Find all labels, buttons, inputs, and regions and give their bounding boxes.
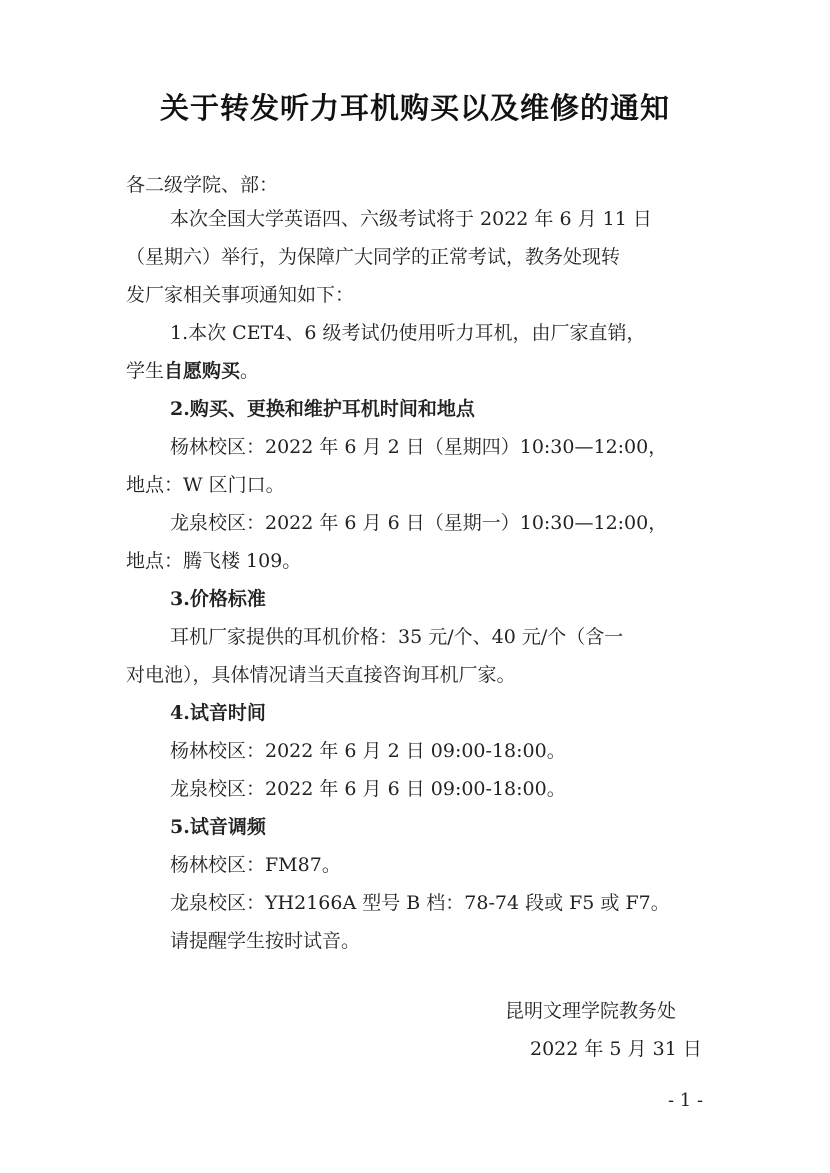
item2-yanglin-line-2: 地点：W 区门口。 <box>126 474 285 496</box>
intro-line-1: 本次全国大学英语四、六级考试将于 2022 年 6 月 11 日 <box>170 208 652 230</box>
document-title: 关于转发听力耳机购买以及维修的通知 <box>159 91 670 125</box>
item2-heading: 2.购买、更换和维护耳机时间和地点 <box>170 398 475 420</box>
item5-reminder: 请提醒学生按时试音。 <box>170 930 361 952</box>
item5-longquan: 龙泉校区：YH2166A 型号 B 档：78-74 段或 F5 或 F7。 <box>170 892 670 914</box>
item2-longquan-line-1: 龙泉校区：2022 年 6 月 6 日（星期一）10:30—12:00， <box>170 512 668 534</box>
item4-heading: 4.试音时间 <box>170 702 266 724</box>
intro-line-3: 发厂家相关事项通知如下： <box>126 284 355 306</box>
item5-yanglin: 杨林校区：FM87。 <box>170 854 341 876</box>
item1-bold: 自愿购买 <box>164 360 241 382</box>
signature-date: 2022 年 5 月 31 日 <box>530 1038 702 1060</box>
item4-yanglin: 杨林校区：2022 年 6 月 2 日 09:00-18:00。 <box>170 740 566 762</box>
item1-prefix: 学生 <box>126 360 165 382</box>
item1-line-2 <box>126 356 726 386</box>
greeting: 各二级学院、部： <box>126 174 279 196</box>
page-number: - 1 - <box>668 1090 704 1111</box>
item2-yanglin-line-1: 杨林校区：2022 年 6 月 2 日（星期四）10:30—12:00， <box>170 436 668 458</box>
item1-line-1: 1.本次 CET4、6 级考试仍使用听力耳机，由厂家直销， <box>170 322 646 344</box>
item5-heading: 5.试音调频 <box>170 816 266 838</box>
item3-line-2: 对电池），具体情况请当天直接咨询耳机厂家。 <box>126 664 516 686</box>
item1-suffix: 。 <box>240 360 260 382</box>
item4-longquan: 龙泉校区：2022 年 6 月 6 日 09:00-18:00。 <box>170 778 566 800</box>
item3-line-1: 耳机厂家提供的耳机价格：35 元/个、40 元/个（含一 <box>170 626 624 648</box>
intro-line-2: （星期六）举行，为保障广大同学的正常考试，教务处现转 <box>126 246 621 268</box>
item3-heading: 3.价格标准 <box>170 588 266 610</box>
signature-org: 昆明文理学院教务处 <box>505 1000 677 1022</box>
item2-longquan-line-2: 地点：腾飞楼 109。 <box>126 550 302 572</box>
